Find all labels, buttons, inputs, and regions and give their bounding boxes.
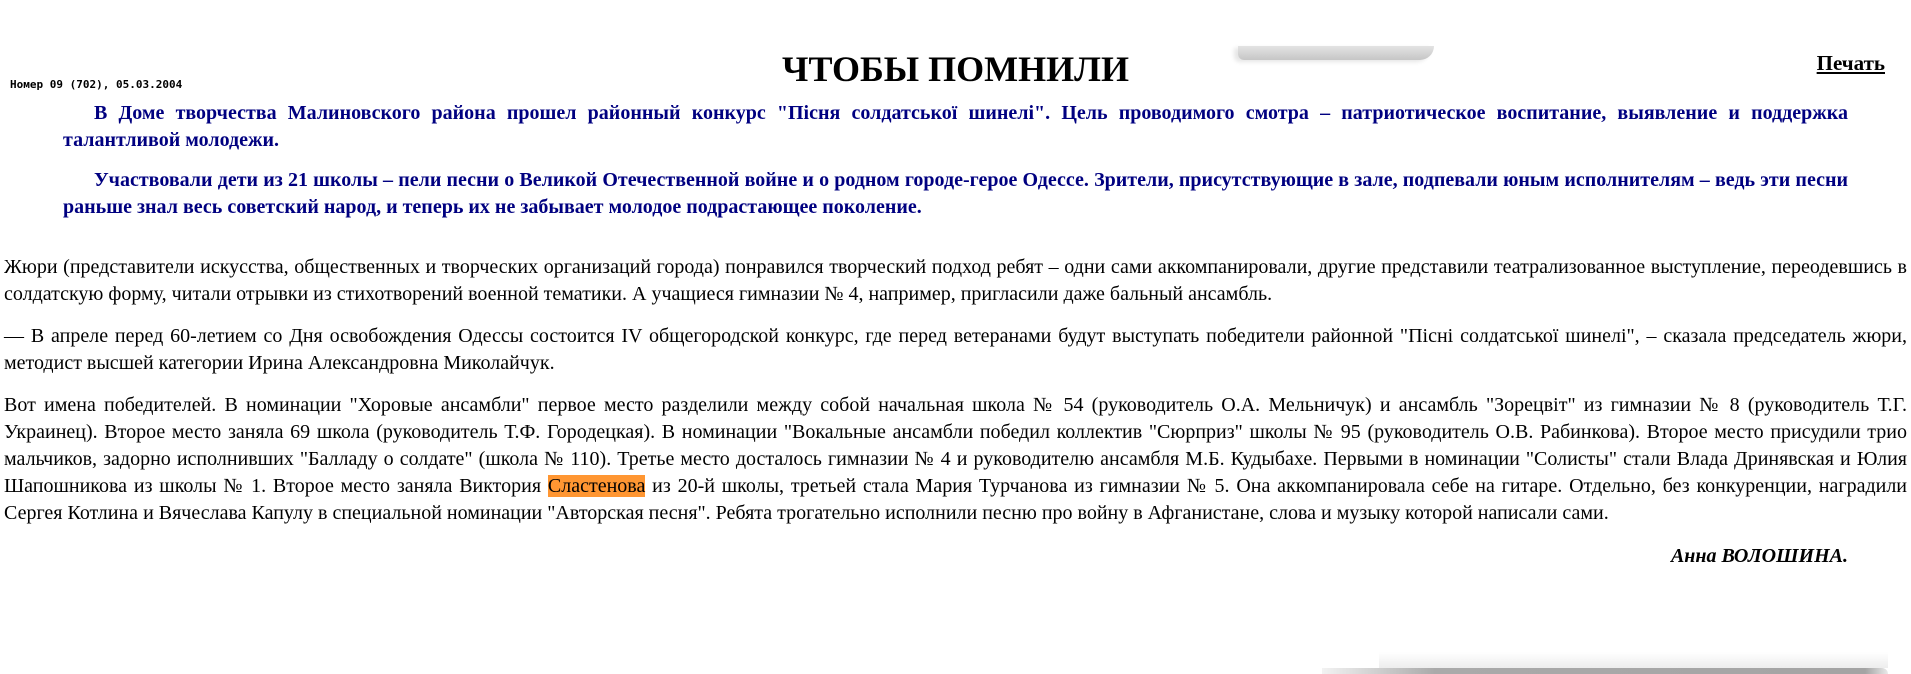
lead-paragraph: В Доме творчества Малиновского района прошел районный конкурс "Пісня солдатської шинелі". Цель проводимого смотра – патриотическое воспитание, выявление и поддержка талантливой молодежи.: [63, 101, 1848, 151]
body-paragraph: — В апреле перед 60-летием со Дня освобождения Одессы состоится IV общегородской конкурс, где перед ветеранами будут выступать победители районной "Пісні солдатської шинелі", – сказала председатель жюри, методист высшей категории Ирина Александровна Миколайчук.: [4, 324, 1907, 374]
winners-text-after: из 20-й школы, третьей стала Мария Турчанова из гимназии № 5. Она аккомпанировала себе на гитаре. Отдельно, без конкуренции, наградили Сергея Котлина и Вячеслава Капулу в специальной номинации "Авторская песня". Ребята трогательно исполнили песню про войну в Афганистане, слова и музыку которой написали сами.: [4, 474, 1908, 524]
search-highlight: Сластенова: [547, 474, 646, 497]
print-link[interactable]: Печать: [1816, 51, 1885, 75]
top-edge-fragment: [1238, 46, 1434, 60]
author-signature: Анна ВОЛОШИНА.: [1670, 544, 1848, 567]
issue-number: Номер 09 (702), 05.03.2004: [10, 78, 183, 91]
lead-paragraph: Участвовали дети из 21 школы – пели песни о Великой Отечественной войне и о родном городе-герое Одессе. Зрители, присутствующие в зале, подпевали юным исполнителям – ведь эти песни раньше знал весь советский народ, и теперь их не забывает молодое подрастающее поколение.: [63, 168, 1848, 218]
winners-paragraph: [4, 392, 1907, 527]
winners-text-before: Вот имена победителей. В номинации "Хоровые ансамбли" первое место разделили между собой начальная школа № 54 (руководитель О.А. Мельничук) и ансамбль "Зорецвіт" из гимназии № 8 (руководитель Т.Г. Украинец). Второе место заняла 69 школа (руководитель Т.Ф. Городецкая). В номинации "Вокальные ансамбли победил коллектив "Сюрприз" школы № 95 (руководитель О.В. Рабинкова). Второе место присудили трио мальчиков, задорно исполнивших "Балладу о солдате" (школа № 110). Третье место досталось гимназии № 4 и руководителю ансамбля М.Б. Кудыбахе. Первыми в номинации "Солисты" стали Влада Дринявская и Юлия Шапошникова из школы № 1. Второе место заняла Виктория: [4, 393, 1907, 497]
body-paragraph: Жюри (представители искусства, общественных и творческих организаций города) понравился творческий подход ребят – одни сами аккомпанировали, другие представили театрализованное выступление, переодевшись в солдатскую форму, читали отрывки из стихотворений военной тематики. А учащиеся гимназии № 4, например, пригласили даже бальный ансамбль.: [4, 255, 1907, 305]
page-title: ЧТОБЫ ПОМНИЛИ: [782, 49, 1129, 89]
bottom-edge-fragment: [1322, 668, 1888, 674]
